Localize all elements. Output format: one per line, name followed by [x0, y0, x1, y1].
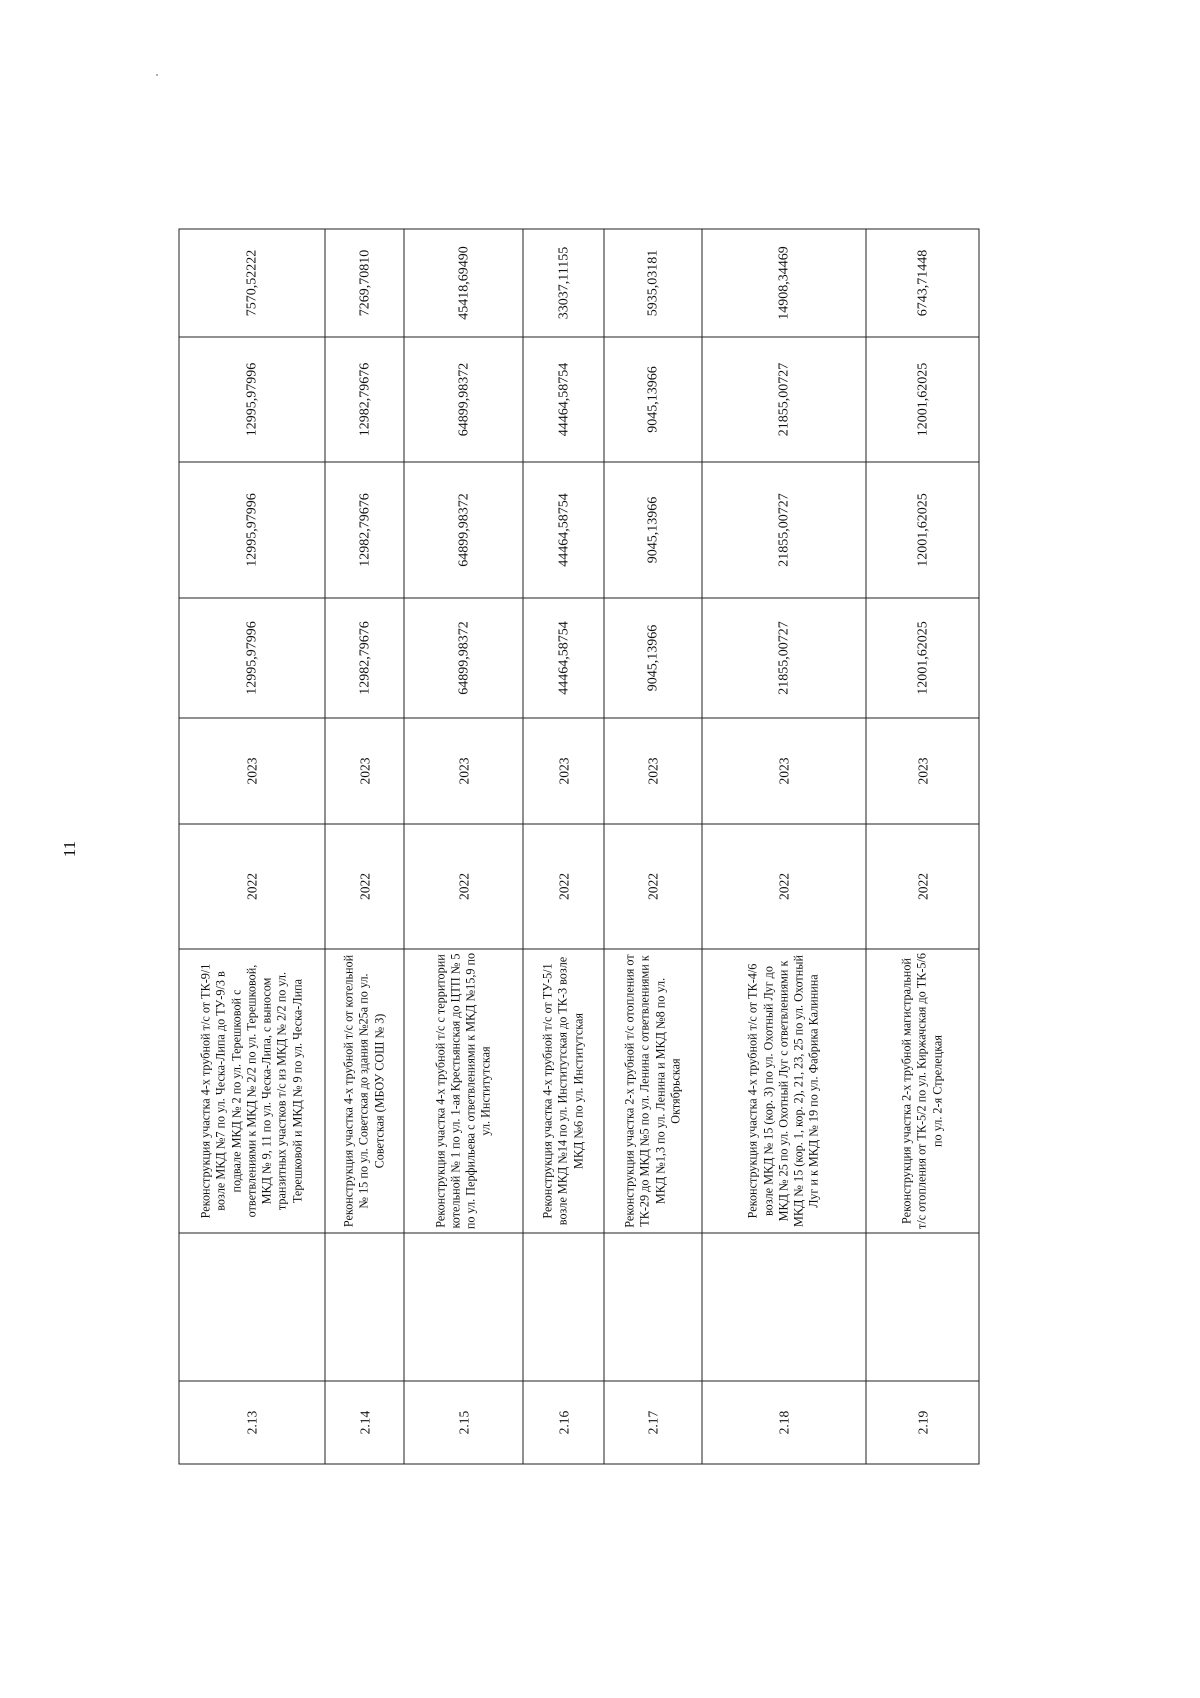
- projects-table: [179, 229, 980, 1465]
- description-cell: Реконструкция участка 2-х трубной т/с отопления от ТК-29 до МКД №5 по ул. Ленина с ответвлениями к МКД №1,3 по ул. Ленина и МКД №8 по ул. Октябрьская: [604, 949, 702, 1233]
- value-3-cell: 12001,62025: [866, 337, 979, 462]
- value-4-cell: 33037,11155: [523, 229, 604, 337]
- year-start-cell: 2022: [325, 824, 404, 949]
- year-start-cell: 2022: [523, 824, 604, 949]
- year-end-cell: 2023: [702, 718, 866, 824]
- value-3-cell: 21855,00727: [702, 337, 866, 462]
- table-row: [404, 229, 523, 1464]
- blank-cell: [523, 1233, 604, 1381]
- row-number-cell: 2.16: [523, 1381, 604, 1464]
- description-cell: Реконструкция участка 4-х трубной т/с от ТК-4/6 возле МКД № 15 (кор. 3) по ул. Охотный Луг до МКД № 25 по ул. Охотный Луг с ответвлениями к МКД № 15 (кор. 1, кор. 2), 21, 23, 25 по ул. Охотный Луг и к МКД № 19 по ул. Фабрика Калинина: [702, 949, 866, 1233]
- year-end-cell: 2023: [325, 718, 404, 824]
- value-1-cell: 21855,00727: [702, 598, 866, 718]
- year-start-cell: 2022: [404, 824, 523, 949]
- year-end-cell: 2023: [866, 718, 979, 824]
- row-number-cell: 2.15: [404, 1381, 523, 1464]
- value-1-cell: 12001,62025: [866, 598, 979, 718]
- year-start-cell: 2022: [702, 824, 866, 949]
- year-end-cell: 2023: [604, 718, 702, 824]
- value-2-cell: 12982,79676: [325, 462, 404, 598]
- row-number-cell: 2.17: [604, 1381, 702, 1464]
- year-end-cell: 2023: [523, 718, 604, 824]
- value-4-cell: 5935,03181: [604, 229, 702, 337]
- scan-speck: [156, 74, 158, 76]
- value-2-cell: 9045,13966: [604, 462, 702, 598]
- value-4-cell: 6743,71448: [866, 229, 979, 337]
- year-start-cell: 2022: [866, 824, 979, 949]
- value-3-cell: 12982,79676: [325, 337, 404, 462]
- row-number-cell: 2.18: [702, 1381, 866, 1464]
- value-3-cell: 9045,13966: [604, 337, 702, 462]
- value-1-cell: 9045,13966: [604, 598, 702, 718]
- description-cell: Реконструкция участка 2-х трубной магистральной т/с отопления от ТК-5/2 по ул. Киржачская до ТК-5/6 по ул. 2-я Стрелецкая: [866, 949, 979, 1233]
- value-3-cell: 12995,97996: [179, 337, 325, 462]
- year-start-cell: 2022: [604, 824, 702, 949]
- blank-cell: [179, 1233, 325, 1381]
- value-4-cell: 7570,52222: [179, 229, 325, 337]
- description-cell: Реконструкция участка 4-х трубной т/с с территории котельной № 1 по ул. 1-ая Крестьянская до ЦТП № 5 по ул. Перфильева с ответвлениями к МКД №15,9 по ул. Институтская: [404, 949, 523, 1233]
- value-2-cell: 64899,98372: [404, 462, 523, 598]
- year-end-cell: 2023: [179, 718, 325, 824]
- row-number-cell: 2.14: [325, 1381, 404, 1464]
- year-start-cell: 2022: [179, 824, 325, 949]
- blank-cell: [325, 1233, 404, 1381]
- value-4-cell: 7269,70810: [325, 229, 404, 337]
- blank-cell: [404, 1233, 523, 1381]
- rotated-table-container: [179, 230, 979, 1465]
- description-cell: Реконструкция участка 4-х трубной т/с от ТУ-5/1 возле МКД №14 по ул. Институтская до ТК-3 возле МКД №6 по ул. Институтская: [523, 949, 604, 1233]
- table-row: [179, 229, 325, 1464]
- value-2-cell: 44464,58754: [523, 462, 604, 598]
- table-row: [523, 229, 604, 1464]
- description-cell: Реконструкция участка 4-х трубной т/с от ТК-9/1 возле МКД №7 по ул. Ческа-Липа до ТУ-9/3 в подвале МКД № 2 по ул. Терешковой с ответвлениями к МКД № 2/2 по ул. Терешковой, МКД № 9, 11 по ул. Ческа-Липа, с выносом транзитных участков т/с из МКД № 2/2 по ул. Терешковой и МКД № 9 по ул. Ческа-Липа: [179, 949, 325, 1233]
- year-end-cell: 2023: [404, 718, 523, 824]
- table-row: [866, 229, 979, 1464]
- value-2-cell: 12001,62025: [866, 462, 979, 598]
- description-cell: Реконструкция участка 4-х трубной т/с от котельной № 15 по ул. Советская до здания №25а по ул. Советская (МБОУ СОШ № 3): [325, 949, 404, 1233]
- blank-cell: [866, 1233, 979, 1381]
- table-row: [702, 229, 866, 1464]
- value-1-cell: 12995,97996: [179, 598, 325, 718]
- value-4-cell: 14908,34469: [702, 229, 866, 337]
- row-number-cell: 2.19: [866, 1381, 979, 1464]
- value-4-cell: 45418,69490: [404, 229, 523, 337]
- blank-cell: [702, 1233, 866, 1381]
- value-2-cell: 12995,97996: [179, 462, 325, 598]
- value-1-cell: 64899,98372: [404, 598, 523, 718]
- table-row: [325, 229, 404, 1464]
- value-1-cell: 44464,58754: [523, 598, 604, 718]
- blank-cell: [604, 1233, 702, 1381]
- page-number: 11: [60, 840, 79, 858]
- table-row: [604, 229, 702, 1464]
- value-3-cell: 44464,58754: [523, 337, 604, 462]
- row-number-cell: 2.13: [179, 1381, 325, 1464]
- value-3-cell: 64899,98372: [404, 337, 523, 462]
- value-2-cell: 21855,00727: [702, 462, 866, 598]
- value-1-cell: 12982,79676: [325, 598, 404, 718]
